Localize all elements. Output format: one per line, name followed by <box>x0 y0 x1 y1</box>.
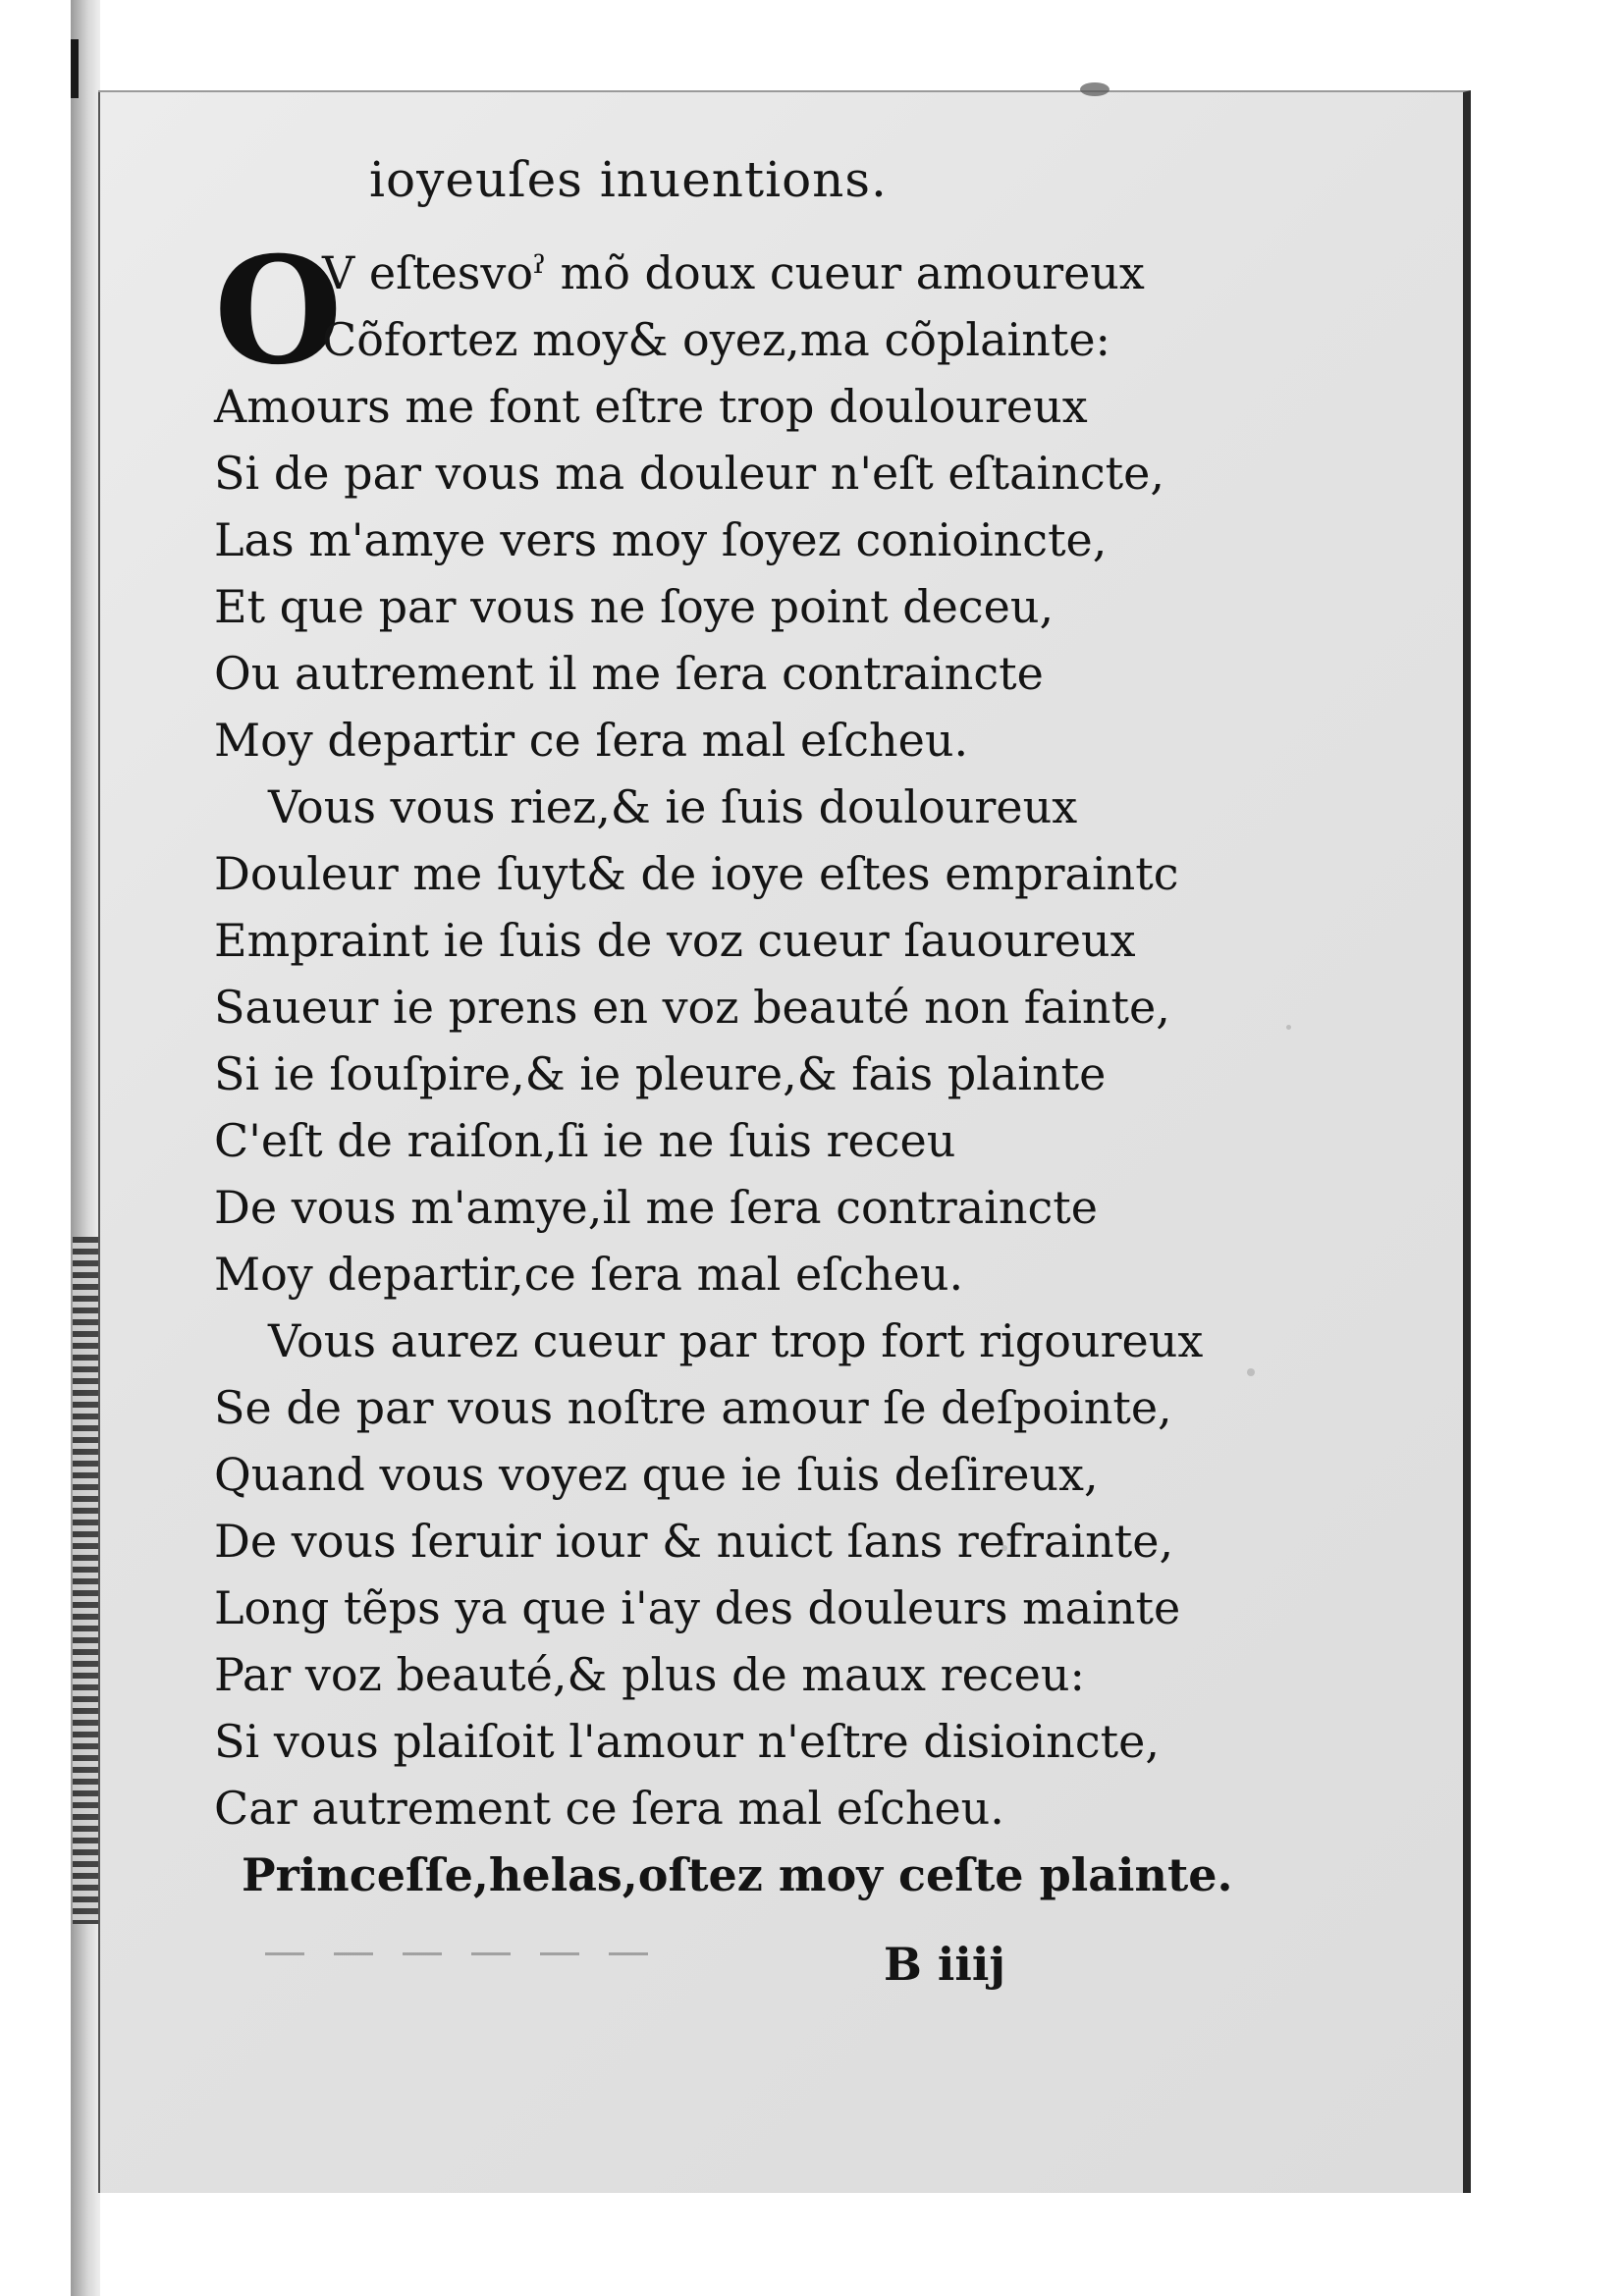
verse-line: Moy departir ce ſera mal eſcheu. <box>214 714 969 767</box>
verse-line: Et que par vous ne ſoye point deceu, <box>214 580 1055 633</box>
faint-printed-rule <box>265 1952 677 1955</box>
verse-line: Amours me font eſtre trop douloureux <box>214 380 1088 433</box>
verse-line: Douleur me ſuyt& de ioye eſtes empraintc <box>214 847 1179 900</box>
drop-cap: O <box>214 225 343 398</box>
verse-line: Cõfortez moy& oyez,ma cõplainte: <box>322 313 1111 366</box>
verse-line: De vous m'amye,il me ſera contraincte <box>214 1181 1098 1234</box>
verse-line: Empraint ie ſuis de voz cueur ſauoureux <box>214 914 1136 967</box>
envoi-line: Princeſſe,helas,oſtez moy ceſte plainte. <box>242 1848 1233 1901</box>
verse-line: Par voz beauté,& plus de maux receu: <box>214 1648 1085 1701</box>
verse-line: Si ie ſouſpire,& ie pleure,& fais plainte <box>214 1047 1107 1100</box>
page-header: ioyeuſes inuentions. <box>369 151 888 208</box>
verse-line: De vous ſeruir iour & nuict ſans refrainte, <box>214 1515 1174 1568</box>
verse-line: Se de par vous noſtre amour ſe deſpointe, <box>214 1381 1172 1434</box>
verse-line: Si de par vous ma douleur n'eſt eſtaincte, <box>214 447 1164 500</box>
book-page <box>98 90 1471 2193</box>
verse-line: Saueur ie prens en voz beauté non fainte, <box>214 981 1170 1034</box>
verse-line: Long tẽps ya que i'ay des douleurs mainte <box>214 1581 1181 1634</box>
signature-mark: B iiij <box>884 1938 1005 1991</box>
verse-line: Car autrement ce ſera mal eſcheu. <box>214 1782 1004 1835</box>
verse-line: Ou autrement il me ſera contraincte <box>214 647 1044 700</box>
verse-line: C'eſt de raiſon,ſi ie ne ſuis receu <box>214 1114 956 1167</box>
verse-line: Si vous plaiſoit l'amour n'eſtre disioincte, <box>214 1715 1160 1768</box>
verse-line: Las m'amye vers moy ſoyez conioincte, <box>214 513 1108 566</box>
verse-line: Moy departir,ce ſera mal eſcheu. <box>214 1248 964 1301</box>
verse-line: Vous vous riez,& ie ſuis douloureux <box>268 780 1078 833</box>
previous-page-edge <box>71 0 100 2296</box>
verse-line: V eſtesvoˀ mõ doux cueur amoureux <box>322 246 1145 299</box>
verse-line: Quand vous voyez que ie ſuis deſireux, <box>214 1448 1099 1501</box>
binding-shadow <box>71 39 79 98</box>
verse-line: Vous aurez cueur par trop fort rigoureux <box>268 1314 1204 1367</box>
poem-body <box>214 225 1353 1908</box>
